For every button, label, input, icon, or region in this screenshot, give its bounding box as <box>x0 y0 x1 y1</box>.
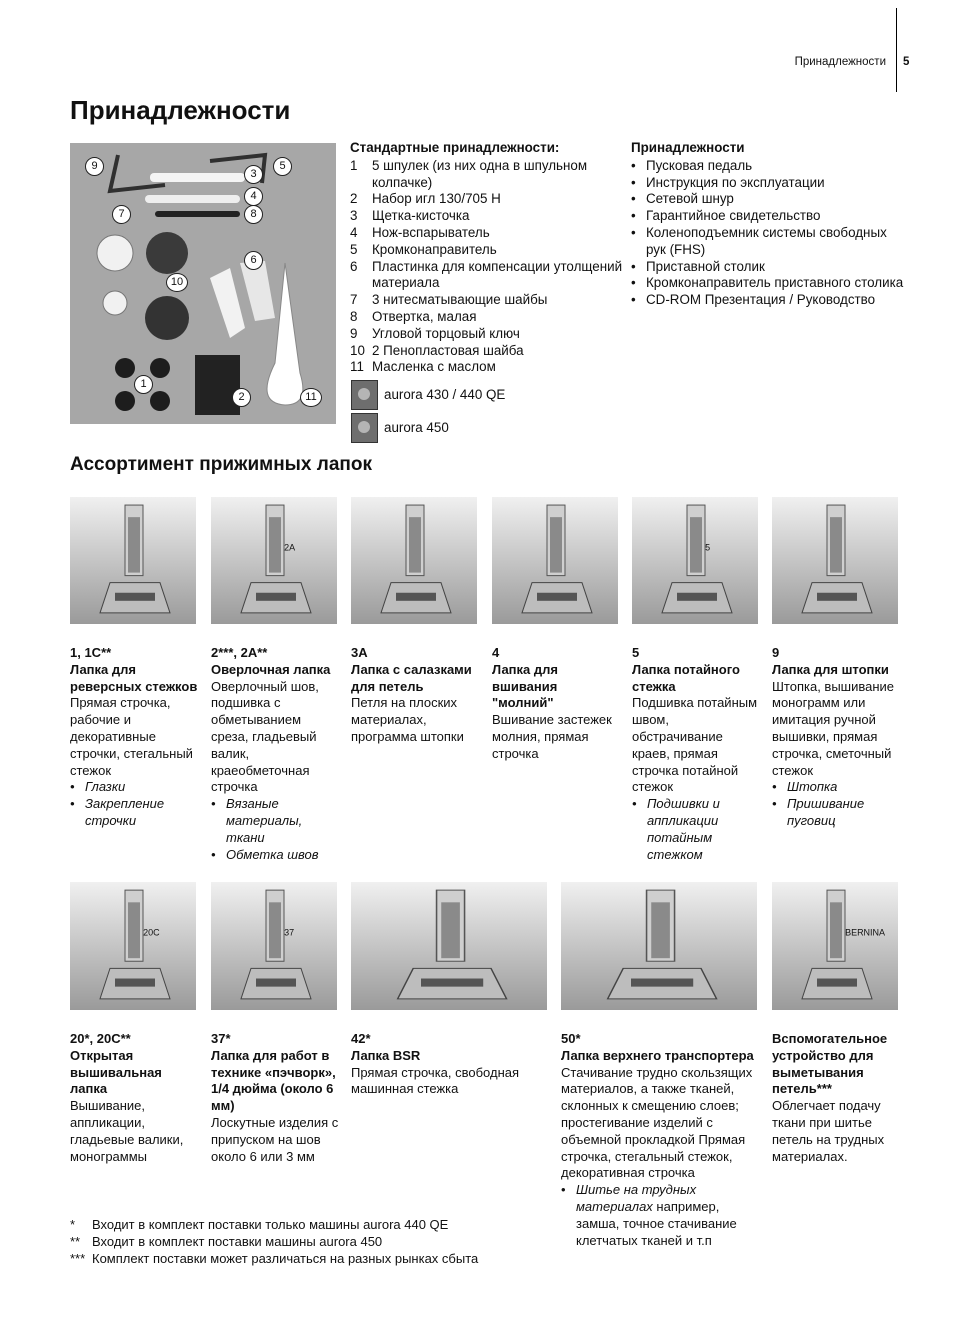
presser-foot-photo <box>211 497 337 624</box>
foot-name: Лапка потайного стежка <box>632 661 740 694</box>
standard-accessories <box>350 140 635 376</box>
foot-code: 4 <box>492 645 500 660</box>
accessory-item: • Коленоподъемник системы свободных рук (FHS) <box>631 225 906 259</box>
presser-foot-caption <box>772 645 900 830</box>
foot-code: 5 <box>632 645 640 660</box>
foot-description: Петля на плоских материалах, программа штопки <box>351 695 464 744</box>
foot-name: Лапка для работ в технике «пэчворк», 1/4 дюйма (около 6 мм) <box>211 1047 336 1114</box>
model-aurora-450 <box>351 413 449 443</box>
foot-bullet: • Шитье на трудных материалах например, замша, точное стачивание клетчатых тканей и т.п <box>561 1182 759 1249</box>
presser-foot-caption <box>561 1031 759 1249</box>
foot-name: Оверлочная лапка <box>211 661 331 677</box>
accessories-illustration <box>70 143 336 424</box>
foot-name: Лапка для реверсных стежков <box>70 661 198 694</box>
item-number: 9 <box>350 325 358 341</box>
foot-description: Штопка, вышивание монограмм или имитация ручной вышивки, прямая строчка, сметочный стежок <box>772 678 895 778</box>
foot-description: Оверлочный шов, подшивка с обметыванием среза, гладьевый валик, краеобметочная строчка <box>211 678 319 795</box>
item-text: Щетка-кисточка <box>372 208 470 224</box>
presser-foot-photo <box>211 882 337 1010</box>
photo-badge: 2 <box>232 388 251 407</box>
photo-badge: 1 <box>134 375 153 394</box>
foot-description: Облегчает подачу ткани при шитье петель на трудных материалах. <box>772 1098 885 1164</box>
foot-bullet: • Глазки <box>70 779 198 796</box>
accessories-items <box>631 158 906 309</box>
presser-foot-caption <box>70 645 198 830</box>
foot-description: Лоскутные изделия с припуском на шов около 6 или 3 мм <box>211 1114 339 1164</box>
photo-badge: 11 <box>300 388 322 407</box>
foot-name: Лапка для вшивания "молний" <box>492 661 558 711</box>
svg-text:5: 5 <box>705 542 711 553</box>
photo-badge: 3 <box>244 165 263 184</box>
foot-description: Прямая строчка, свободная машинная стежка <box>351 1064 520 1097</box>
foot-code: 42* <box>351 1031 371 1046</box>
photo-badge: 9 <box>85 157 104 176</box>
item-number: 7 <box>350 292 358 308</box>
feet-section-title: Ассортимент прижимных лапок <box>70 454 372 475</box>
standard-item <box>350 191 635 208</box>
standard-item <box>350 208 635 225</box>
foot-name: Открытая вышивальная лапка <box>70 1047 162 1097</box>
standard-item <box>350 242 635 259</box>
foot-description: Стачивание трудно скользящих материалов, а также тканей, склонных к смещению слоев; простегивание изделий с объемной прокладкой Прямая строчка, стегальный стежок, декоративная строчка <box>561 1064 753 1181</box>
foot-name: Лапка для штопки <box>772 661 889 677</box>
standard-item <box>350 343 635 360</box>
item-text: 2 Пенопластовая шайба <box>372 342 524 358</box>
header-divider <box>896 8 897 92</box>
foot-name: Лапка BSR <box>351 1047 421 1063</box>
standard-title: Стандартные принадлежности: <box>350 140 560 155</box>
presser-foot-photo <box>632 497 758 624</box>
foot-bullet: • Подшивки и аппликации потайным стежком <box>632 796 760 863</box>
presser-foot-photo <box>772 497 898 624</box>
presser-foot-caption <box>70 1031 198 1165</box>
accessory-item: • Гарантийное свидетельство <box>631 208 906 225</box>
presser-foot-caption <box>632 645 760 863</box>
foot-bullet: • Штопка <box>772 779 900 796</box>
photo-badge: 6 <box>244 251 263 270</box>
bobbin-icon <box>115 358 135 378</box>
item-number: 5 <box>350 241 358 257</box>
presser-foot-caption <box>351 645 479 746</box>
photo-badge: 8 <box>244 205 263 224</box>
item-text: Масленка с маслом <box>372 359 496 375</box>
model-label: aurora 430 / 440 QE <box>384 386 506 402</box>
foot-code: 9 <box>772 645 780 660</box>
presser-foot-caption <box>492 645 620 763</box>
accessory-item: • Сетевой шнур <box>631 191 906 208</box>
foot-code: 20*, 20C** <box>70 1031 131 1046</box>
accessory-item: • Инструкция по эксплуатации <box>631 175 906 192</box>
accessories-list <box>631 140 906 309</box>
item-number: 6 <box>350 258 358 274</box>
svg-text:BERNINA: BERNINA <box>845 927 886 938</box>
standard-list <box>350 158 635 376</box>
item-text: Нож-вспарыватель <box>372 224 490 240</box>
spool-disc-large-icon <box>97 235 133 271</box>
item-text: Кромконаправитель <box>372 241 497 257</box>
item-text: Отвертка, малая <box>372 308 477 324</box>
page-number: 5 <box>903 56 910 68</box>
model-label: aurora 450 <box>384 419 449 435</box>
item-text: 5 шпулек (из них одна в шпульном колпачке) <box>372 157 588 190</box>
machine-model-icon <box>351 380 378 410</box>
foot-code: 3A <box>351 645 368 660</box>
accessory-item: • Приставной столик <box>631 259 906 276</box>
foot-bullet: • Вязаные материалы, ткани <box>211 796 339 846</box>
accessory-item: • Кромконаправитель приставного столика <box>631 275 906 292</box>
item-text: Пластинка для компенсации утолщений материала <box>372 258 623 291</box>
presser-foot-photo <box>70 882 196 1010</box>
foot-description: Вшивание застежек молния, прямая строчка <box>492 712 612 761</box>
item-number: 3 <box>350 208 358 224</box>
item-number: 11 <box>350 359 364 375</box>
foot-name: Лапка с салазками для петель <box>351 661 472 694</box>
item-text: 3 нитесматывающие шайбы <box>372 292 548 308</box>
standard-item <box>350 158 635 192</box>
foot-description: Подшивка потайным швом, обстрачивание краев, прямая строчка потайной стежок <box>632 695 758 795</box>
foam-disc-2-icon <box>145 296 189 340</box>
presser-foot-photo <box>351 882 547 1010</box>
seam-ripper-icon <box>145 195 240 203</box>
foam-disc-icon <box>146 232 188 274</box>
photo-badge: 7 <box>112 205 131 224</box>
svg-text:20C: 20C <box>143 927 160 938</box>
foot-description: Вышивание, аппликации, гладьевые валики, монограммы <box>70 1098 184 1164</box>
item-number: 1 <box>350 157 358 173</box>
page-title: Принадлежности <box>70 95 291 125</box>
foot-code: 37* <box>211 1031 231 1046</box>
foot-bullet: • Закрепление строчки <box>70 796 198 830</box>
presser-foot-caption <box>211 645 339 863</box>
footnotes <box>70 1217 478 1267</box>
screwdriver-icon <box>155 211 240 217</box>
item-number: 4 <box>350 224 358 240</box>
needle-pack-icon <box>195 355 240 415</box>
standard-item <box>350 259 635 293</box>
footnote: *** Комплект поставки может различаться на разных рынках сбыта <box>70 1250 479 1266</box>
accessory-item: • Пусковая педаль <box>631 158 906 175</box>
photo-badge: 5 <box>273 157 292 176</box>
item-text: Угловой торцовый ключ <box>372 325 520 341</box>
foot-code: 2***, 2A** <box>211 645 268 660</box>
footnote: ** Входит в комплект поставки машины aurora 450 <box>70 1233 383 1249</box>
accessories-title: Принадлежности <box>631 140 745 155</box>
foot-bullet: • Пришивание пуговиц <box>772 796 900 830</box>
foot-code: 50* <box>561 1031 581 1046</box>
svg-text:2A: 2A <box>284 542 296 553</box>
presser-foot-caption <box>211 1031 339 1165</box>
presser-foot-photo <box>772 882 898 1010</box>
spool-disc-small-icon <box>103 291 127 315</box>
foot-bullet: • Обметка швов <box>211 847 339 864</box>
foot-name: Вспомогательное устройство для выметывания петель*** <box>772 1031 888 1097</box>
standard-item <box>350 359 635 376</box>
footnote: * Входит в комплект поставки только машины aurora 440 QE <box>70 1217 449 1232</box>
item-text: Набор игл 130/705 H <box>372 191 501 207</box>
presser-foot-photo <box>492 497 618 624</box>
photo-badge: 4 <box>244 187 263 206</box>
accessory-item: • CD-ROM Презентация / Руководство <box>631 292 906 309</box>
svg-text:37: 37 <box>284 927 295 938</box>
presser-foot-caption <box>351 1031 549 1098</box>
foot-description: Прямая строчка, рабочие и декоративные строчки, стегальный стежок <box>70 695 193 778</box>
accessories-photo <box>70 143 336 424</box>
standard-item <box>350 292 635 309</box>
photo-badge: 10 <box>166 273 188 292</box>
foot-code: 1, 1C** <box>70 645 112 660</box>
item-number: 2 <box>350 191 358 207</box>
presser-foot-photo <box>561 882 757 1010</box>
item-number: 10 <box>350 342 365 358</box>
brush-icon <box>150 173 245 182</box>
item-number: 8 <box>350 308 358 324</box>
presser-foot-photo <box>351 497 477 624</box>
standard-item <box>350 309 635 326</box>
standard-item <box>350 225 635 242</box>
foot-name: Лапка верхнего транспортера <box>561 1047 754 1063</box>
presser-foot-caption <box>772 1031 900 1165</box>
machine-model-icon <box>351 413 378 443</box>
standard-item <box>350 326 635 343</box>
running-header: Принадлежности <box>794 56 886 68</box>
model-aurora-430 <box>351 380 505 410</box>
presser-foot-photo <box>70 497 196 624</box>
